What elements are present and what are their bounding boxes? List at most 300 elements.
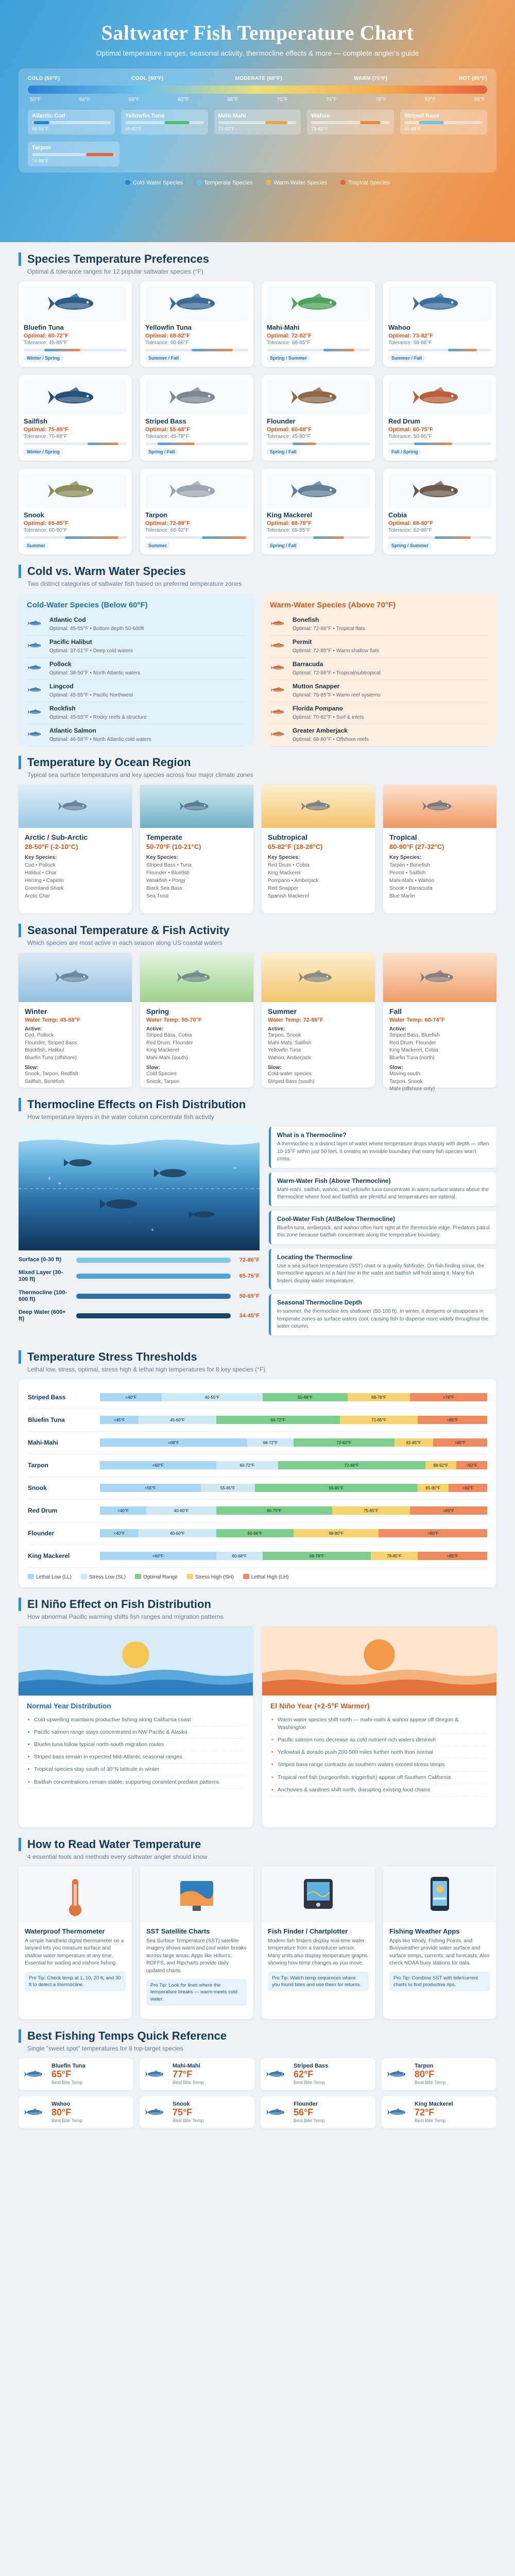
legend-item (266, 180, 327, 186)
species-text (293, 616, 365, 633)
season-body (19, 1002, 132, 1091)
region-name: Subtropical (268, 833, 308, 841)
species-optimal: Optimal: 75-85°F (24, 427, 68, 433)
section-subtitle: 4 essential tools and methods every saltwater angler should know (27, 1853, 208, 1860)
active-label: Active: (25, 1026, 42, 1032)
scale-tick: 62°F (178, 97, 189, 103)
stress-species-name: Bluefin Tuna (28, 1416, 65, 1423)
region-grid (19, 785, 496, 913)
fish-illustration (24, 286, 127, 320)
species-range-bar (267, 443, 370, 445)
section-subtitle: Lethal low, stress, optimal, stress high & lethal high temperatures for 8 key species (°F) (27, 1365, 266, 1373)
legend-item (125, 180, 183, 186)
species-text (49, 705, 147, 721)
species-name: Snook (24, 511, 44, 519)
fish-icon (168, 292, 225, 315)
layer-name: Surface (0-30 ft) (19, 1257, 62, 1263)
tool-illustration (383, 1867, 496, 1922)
species-range-fill (293, 443, 316, 445)
season-name: Fall (389, 1007, 402, 1015)
quick-reference-grid (19, 2058, 496, 2128)
quick-reference-section (0, 2029, 515, 2128)
best-temp-label: Best Bite Temp (173, 2118, 204, 2123)
quick-ref-item (261, 2096, 375, 2128)
legend-item (340, 180, 390, 186)
region-species-list: Tarpon • Bonefish Permit • Sailfish Mahi-Mahi • Wahoo Snook • Barracuda Blue Marlin (389, 862, 435, 899)
example-range (400, 110, 487, 134)
stress-track (100, 1484, 487, 1492)
species-name: Wahoo (52, 2101, 71, 2107)
bullet-item: • Bluefin tuna follow typical north-south migration routes (27, 1739, 245, 1751)
fish-icon (27, 620, 44, 627)
species-list-item (270, 658, 488, 680)
season-name: Summer (268, 1007, 297, 1015)
layer-temp: 65-75°F (239, 1273, 260, 1280)
best-temp: 80°F (52, 2107, 72, 2117)
scale-tick: 54°F (79, 97, 91, 103)
fish-illustration (145, 380, 248, 414)
quick-ref-text (52, 2063, 85, 2085)
region-species-list: Cod • Pollock Halibut • Char Herring • Capelin Greenland Shark Arctic Char (25, 862, 64, 899)
legend-label: Cold-Water Species (132, 180, 183, 186)
best-temp-label: Best Bite Temp (52, 2118, 83, 2123)
fish-icon (27, 686, 44, 693)
fish-icon-wrap (270, 686, 287, 696)
stress-segment: <55°F (100, 1484, 201, 1492)
depth-layer-row (19, 1309, 260, 1323)
stress-species-name: King Mackerel (28, 1552, 70, 1560)
scale-tick: 74°F (326, 97, 337, 103)
layer-bar (76, 1313, 231, 1318)
stress-segment: 60-68°F (216, 1552, 263, 1560)
fish-icon (411, 386, 468, 409)
stress-segment: 85-90°F (418, 1484, 449, 1492)
fish-icon (179, 799, 215, 814)
region-key-label: Key Species: (268, 855, 300, 860)
species-name: Striped Bass (294, 2063, 329, 2069)
legend-label: Stress High (SH) (195, 1574, 234, 1580)
section-subtitle: Two distinct categories of saltwater fish based on preferred temperature zones (27, 580, 242, 587)
zone-label: COOL (60°F) (131, 76, 164, 81)
stress-segment: <40°F (100, 1506, 146, 1515)
example-fill (164, 121, 190, 124)
example-range (214, 110, 301, 134)
species-list-item (27, 614, 245, 636)
tool-card (19, 1867, 132, 2019)
region-temp-range: 28-50°F (-2-10°C) (25, 843, 78, 851)
info-box (269, 1211, 496, 1244)
species-text (49, 638, 133, 655)
example-range-text: 73-82°F (311, 126, 328, 131)
species-range-fill (414, 443, 452, 445)
info-text: Bluefin tuna, amberjack, and wahoo often hunt right at the thermocline edge. Predators patrol this zone because baitfish concentrate along the temperature boundary. (277, 1225, 490, 1238)
species-desc: Optimal: 72-85°F • Warm shallow flats (293, 648, 380, 654)
region-card (140, 785, 253, 913)
slow-label: Slow: (25, 1065, 39, 1071)
species-range-bar (267, 349, 370, 351)
fish-illustration (388, 474, 491, 508)
season-tag: Summer / Fall (145, 354, 182, 362)
stress-segment: 60-72°F (216, 1416, 340, 1424)
stress-segment: 68-78°F (348, 1393, 409, 1401)
region-body (383, 828, 496, 905)
stress-segment: <60°F (100, 1461, 216, 1469)
fish-icon (270, 708, 287, 716)
species-name: Tarpon (145, 511, 168, 519)
stress-segment: 40-60°F (146, 1506, 216, 1515)
best-temp: 77°F (173, 2069, 193, 2079)
season-water-temp: Water Temp: 72-86°F (268, 1017, 323, 1023)
species-name: Pollock (49, 660, 72, 668)
species-desc: Optimal: 38-50°F • North Atlantic waters (49, 670, 141, 676)
species-name: Cobia (388, 511, 407, 519)
legend-dot-icon (196, 180, 201, 185)
quick-ref-text (52, 2101, 82, 2123)
species-range-fill (435, 536, 471, 539)
stress-species-name: Mahi-Mahi (28, 1439, 58, 1446)
example-fill (360, 121, 381, 124)
tool-illustration (140, 1867, 253, 1922)
species-desc: Optimal: 72-86°F • Tropical flats (293, 626, 365, 632)
quick-ref-item (382, 2096, 496, 2128)
example-track (218, 121, 297, 124)
info-box (269, 1249, 496, 1290)
species-name: Mahi-Mahi (173, 2063, 200, 2069)
fish-icon (168, 386, 225, 409)
best-temp: 62°F (294, 2069, 314, 2079)
region-card (262, 785, 375, 913)
fish-icon (145, 2070, 167, 2079)
species-range-fill (44, 349, 80, 351)
species-card (140, 469, 253, 554)
bullet-item: • Striped bass range contracts as southern waters exceed stress temps (270, 1759, 488, 1771)
region-temp-range: 80-90°F (27-32°C) (389, 843, 444, 851)
info-box (269, 1127, 496, 1168)
slow-species: Snook, Tarpon, Redfish Sailfish, Bonefish (25, 1071, 78, 1084)
quick-ref-item (19, 2096, 133, 2128)
fish-icon (27, 642, 44, 649)
season-tag: Summer (24, 542, 48, 549)
season-body (262, 1002, 375, 1091)
season-illustration (383, 953, 496, 1002)
pro-tip: Pro Tip: Watch temp sequences where you found bites and use them for returns. (268, 1972, 369, 1992)
stress-segment: <45°F (100, 1416, 139, 1424)
info-text: Mahi-mahi, sailfish, wahoo, and yellowfin tuna concentrate in warm surface waters above the thermocline where food and baitfish are plentiful and temperatures are optimal. (277, 1187, 489, 1200)
quick-ref-text (294, 2063, 328, 2085)
example-ranges (28, 110, 487, 134)
depth-layer-row (19, 1257, 260, 1263)
fish-icon (290, 292, 347, 315)
stress-track (100, 1416, 487, 1424)
stress-segment: 82-85°F (394, 1438, 433, 1447)
quick-ref-text (415, 2101, 453, 2123)
hero-legend (19, 180, 496, 186)
best-temp: 75°F (173, 2107, 193, 2117)
example-name: Wahoo (311, 113, 330, 119)
tools-grid (19, 1867, 496, 2019)
legend-swatch-icon (187, 1574, 193, 1579)
zone-label: COLD (50°F) (28, 76, 60, 81)
example-range-text: 55-68°F (404, 126, 421, 131)
thermometer-icon (49, 1874, 101, 1915)
season-tag: Spring / Summer (388, 542, 432, 549)
tool-body (383, 1922, 496, 1997)
stress-segment: 65-85°F (255, 1484, 418, 1492)
stress-segment: <40°F (100, 1529, 139, 1537)
slow-species: Moving south: Tarpon, Snook Mahi (offshore only) (389, 1071, 435, 1092)
pro-tip: Pro Tip: Look for lines where the temperature breaks — warm meets cold water. (146, 1979, 247, 2006)
season-card (19, 953, 132, 1088)
legend-item (135, 1574, 178, 1580)
species-desc: Optimal: 45-55°F • Pacific Northwest (49, 692, 133, 698)
example-range (28, 142, 119, 166)
fish-finder-icon (293, 1874, 344, 1915)
stress-row (28, 1545, 487, 1568)
info-box (269, 1294, 496, 1335)
stress-track (100, 1461, 487, 1469)
species-desc: Optimal: 68-80°F • Offshore reefs (293, 737, 369, 742)
example-fill (419, 121, 444, 124)
fish-illustration (267, 286, 370, 320)
species-card (262, 281, 375, 367)
tool-card (383, 1867, 496, 2019)
bullet-item: • Anchovies & sardines shift north, disrupting existing food chains (270, 1784, 488, 1797)
stress-segment: 72-85°F (340, 1416, 417, 1424)
species-range-fill (65, 536, 118, 539)
species-list-item (27, 680, 245, 702)
quick-ref-item (382, 2058, 496, 2090)
species-card (140, 375, 253, 461)
fish-icon (270, 620, 287, 627)
species-name: Rockfish (49, 705, 76, 712)
season-grid (19, 953, 496, 1092)
species-tolerance: Tolerance: 62-86°F (388, 528, 432, 533)
species-name: Bonefish (293, 616, 319, 623)
cool-ocean-icon (19, 1626, 253, 1696)
species-name: Permit (293, 638, 312, 646)
fish-illustration (388, 286, 491, 320)
info-box (269, 1173, 496, 1206)
stress-segment: 55-68°F (263, 1393, 348, 1401)
season-body (140, 1002, 253, 1091)
tool-body (262, 1922, 375, 1997)
scale-tick: 58°F (128, 97, 140, 103)
stress-segment: <68°F (100, 1438, 247, 1447)
species-desc: Optimal: 70-82°F • Surf & inlets (293, 715, 364, 720)
species-text (293, 638, 379, 655)
season-card (383, 953, 496, 1092)
stress-segment: 88-92°F (425, 1461, 456, 1469)
region-card (383, 785, 496, 913)
section-title: Thermocline Effects on Fish Distribution (19, 1098, 496, 1111)
species-range-fill (313, 536, 344, 539)
stress-segment: >85°F (433, 1438, 487, 1447)
slow-species: Cold Species Snook, Tarpon (146, 1071, 180, 1084)
species-text (293, 660, 381, 677)
warm-species-panel (262, 594, 496, 745)
bullet-item: • Pacific salmon runs decrease as cold nutrient-rich waters diminish (270, 1734, 488, 1747)
species-range-bar (388, 443, 491, 445)
tool-name: Waterproof Thermometer (25, 1927, 105, 1935)
fish-icon (411, 292, 468, 315)
legend-item (196, 180, 252, 186)
species-list-item (27, 636, 245, 658)
stress-segment: 45-60°F (139, 1416, 216, 1424)
zone-label: WARM (75°F) (353, 76, 388, 81)
layer-bar (76, 1274, 231, 1279)
species-range-bar (24, 349, 127, 351)
fish-icon-wrap (270, 642, 287, 652)
section-title: Cold vs. Warm Water Species (19, 565, 496, 578)
season-tag: Spring / Fall (267, 542, 300, 549)
species-optimal: Optimal: 68-78°F (267, 520, 312, 527)
stress-segment: 78-85°F (371, 1552, 417, 1560)
example-range (307, 110, 394, 134)
legend-swatch-icon (243, 1574, 249, 1579)
fish-icon (266, 2108, 288, 2117)
stress-segment: 40-60°F (139, 1529, 216, 1537)
example-range-text: 74-88°F (32, 158, 49, 163)
section-title: Best Fishing Temps Quick Reference (19, 2029, 496, 2043)
depth-layer-row (19, 1269, 260, 1283)
quick-ref-text (415, 2063, 445, 2085)
legend-item (81, 1574, 126, 1580)
region-illustration (262, 785, 375, 828)
scale-tick: 82°F (424, 97, 436, 103)
season-tag: Summer (145, 542, 170, 549)
species-text (293, 683, 381, 699)
species-card (140, 281, 253, 367)
species-range-bar (145, 349, 248, 351)
stress-row (28, 1386, 487, 1409)
el-nino-section (0, 1598, 515, 1827)
pro-tip: Pro Tip: Combine SST with tide/current charts to find productive rips. (389, 1972, 490, 1992)
legend-item (28, 1574, 72, 1580)
active-label: Active: (268, 1026, 285, 1032)
info-text: A thermocline is a distinct layer of water where temperature drops sharply with depth — often 10-15°F within just 50 feet. It creates an invisible boundary that many fish species won't cross. (277, 1141, 489, 1162)
slow-species: Cold-water species Striped Bass (south) (268, 1071, 315, 1084)
species-range-bar (24, 536, 127, 539)
depth-layer-row (19, 1290, 260, 1303)
slow-label: Slow: (146, 1065, 160, 1071)
tool-body (19, 1922, 132, 1997)
species-tolerance: Tolerance: 70-88°F (24, 434, 67, 439)
stress-track (100, 1529, 487, 1537)
species-name: Mahi-Mahi (267, 324, 300, 331)
legend-label: Lethal Low (LL) (36, 1574, 72, 1580)
season-illustration (140, 953, 253, 1002)
legend-swatch-icon (28, 1574, 34, 1579)
example-track (404, 121, 483, 124)
species-list-item (27, 702, 245, 724)
species-name: Lingcod (49, 683, 74, 690)
species-name: Mutton Snapper (293, 683, 340, 690)
stress-segment: >90°F (449, 1484, 487, 1492)
ocean-regions-section (0, 756, 515, 913)
species-card (19, 469, 132, 554)
species-list-item (27, 724, 245, 747)
species-name: Flounder (294, 2101, 318, 2107)
season-water-temp: Water Temp: 55-70°F (146, 1017, 202, 1023)
scale-ticks (28, 97, 487, 103)
tool-name: Fishing Weather Apps (389, 1927, 460, 1935)
fish-illustration (145, 474, 248, 508)
stress-legend (28, 1574, 487, 1580)
active-species: Striped Bass, Cobia Red Drum, Flounder King Mackerel Mahi-Mahi (south) (146, 1032, 193, 1061)
bullet-item: • Yellowtail & dorado push 200-500 miles further north than normal (270, 1747, 488, 1759)
el-nino-illustration (262, 1626, 496, 1696)
fish-illustration (24, 380, 127, 414)
layer-bar (76, 1258, 231, 1263)
legend-item (243, 1574, 289, 1580)
example-track (125, 121, 204, 124)
scale-tick: 66°F (227, 97, 238, 103)
legend-swatch-icon (135, 1574, 141, 1579)
legend-label: Lethal High (LH) (251, 1574, 289, 1580)
fish-icon-wrap (27, 664, 44, 674)
tool-desc: A simple handheld digital thermometer on a lanyard lets you measure surface and shallow water temperature at any time. Essential for wading and inshore fishing. (25, 1938, 124, 1966)
stress-threshold-chart (19, 1379, 496, 1587)
zone-label: HOT (85°F) (459, 76, 487, 81)
quick-ref-text (173, 2101, 203, 2123)
fish-icon (387, 2108, 409, 2117)
active-label: Active: (146, 1026, 164, 1032)
species-text (293, 705, 364, 721)
info-text: Use a sea surface temperature (SST) chart or a quality fishfinder. On fish-finding sonar, the thermocline appears as a faint line in the water and baitfish will hold along it. Many fish finders display water temperature. (277, 1263, 485, 1284)
ocean-layers-graphic (19, 1127, 260, 1250)
quick-ref-text (294, 2101, 324, 2123)
stress-segment: >85°F (418, 1416, 487, 1424)
stress-section (0, 1350, 515, 1587)
stress-segment: 40-55°F (162, 1393, 263, 1401)
stress-track (100, 1552, 487, 1560)
region-temp-range: 50-70°F (10-21°C) (146, 843, 201, 851)
best-temp-label: Best Bite Temp (294, 2080, 325, 2085)
section-title: El Niño Effect on Fish Distribution (19, 1598, 496, 1611)
active-species: Striped Bass, Bluefish Red Drum, Flounder King Mackerel, Cobia Bluefin Tuna (north) (389, 1032, 440, 1061)
layer-name: Mixed Layer (30-100 ft) (19, 1269, 63, 1283)
stress-segment: 60-75°F (216, 1506, 333, 1515)
season-tag: Summer / Fall (388, 354, 425, 362)
species-name: Striped Bass (145, 417, 186, 425)
bullet-item: • Tropical species stay south of 30°N latitude in winter (27, 1764, 245, 1776)
season-illustration (262, 953, 375, 1002)
section-title: How to Read Water Temperature (19, 1838, 496, 1851)
pro-tip: Pro Tip: Check temp at 1, 10, 20 ft, and 30 ft to detect a thermocline. (25, 1972, 126, 1992)
species-list-item (270, 702, 488, 724)
region-illustration (383, 785, 496, 828)
section-subtitle: How temperature layers in the water column concentrate fish activity (27, 1113, 214, 1121)
stress-track (100, 1506, 487, 1515)
example-range-text: 68-80°F (125, 126, 142, 131)
bullet-item: • Cold upwelling maintains productive fishing along California coast (27, 1714, 245, 1726)
info-heading: Seasonal Thermocline Depth (277, 1299, 362, 1306)
fish-illustration (267, 380, 370, 414)
zone-labels (28, 76, 487, 81)
season-card (262, 953, 375, 1088)
fish-icon (168, 480, 225, 502)
species-optimal: Optimal: 55-68°F (145, 427, 190, 433)
stress-segment: 68-80°F (294, 1529, 379, 1537)
stress-segment: 68-72°F (247, 1438, 294, 1447)
fish-icon (270, 686, 287, 693)
species-name: Yellowfin Tuna (145, 324, 192, 331)
species-name: Flounder (267, 417, 296, 425)
region-key-label: Key Species: (146, 855, 179, 860)
layer-bar (76, 1294, 231, 1299)
slow-label: Slow: (389, 1065, 403, 1071)
example-track (32, 153, 115, 156)
